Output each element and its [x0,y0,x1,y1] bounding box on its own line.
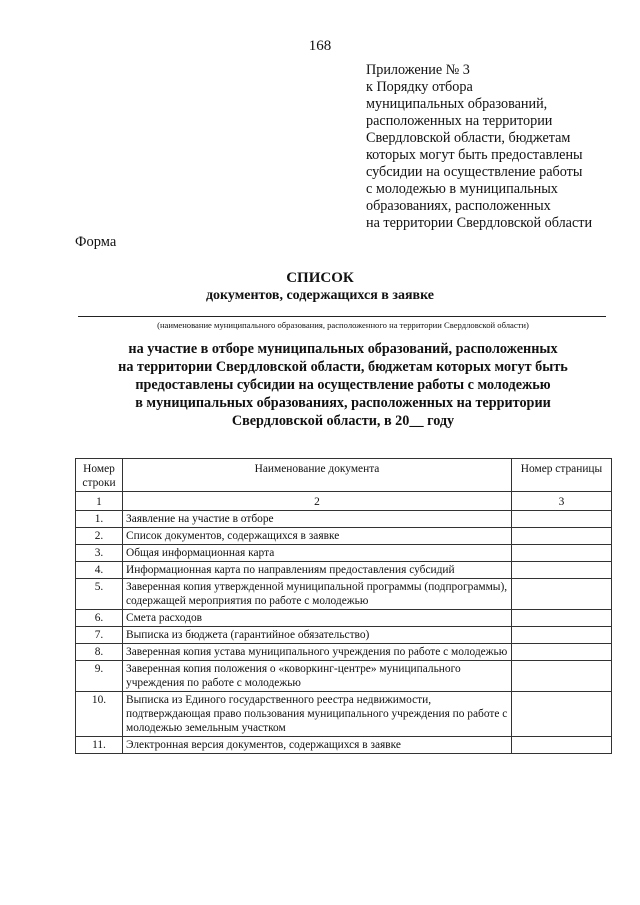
page-number-cell [512,661,612,692]
column-number: 1 [76,492,123,511]
appendix-line: субсидии на осуществление работы [366,164,583,180]
appendix-line: расположенных на территории [366,113,553,129]
page-number-cell [512,562,612,579]
document-name-cell: Смета расходов [123,610,512,627]
document-name-cell: Заверенная копия положения о «коворкинг-центре» муниципального учреждения по работе с молодежью [123,661,512,692]
document-name-cell: Электронная версия документов, содержащихся в заявке [123,737,512,754]
heading-line: Свердловской области, в 20__ году [231,413,455,429]
page-number-cell [512,528,612,545]
table-row [76,545,612,562]
heading-line: в муниципальных образованиях, расположенных на территории [135,395,551,411]
header-page-number: Номер страницы [512,459,612,492]
page-number-cell [512,627,612,644]
appendix-line: на территории Свердловской области [366,215,593,231]
page-number-cell [512,692,612,737]
page-number-cell [512,545,612,562]
document-title: СПИСОК [286,270,354,286]
appendix-line: Приложение № 3 [366,62,470,78]
document-name-cell: Информационная карта по направлениям предоставления субсидий [123,562,512,579]
form-label: Форма [75,234,117,250]
document-name-cell: Выписка из Единого государственного реестра недвижимости, подтверждающая право пользования муниципального учреждения по работе с молодежью земельным участком [123,692,512,737]
heading-line: на территории Свердловской области, бюджетам которых могут быть [118,359,568,375]
table-row [76,627,612,644]
page-number-cell [512,579,612,610]
heading-line: предоставлены субсидии на осуществление работы с молодежью [135,377,551,393]
table-row [76,528,612,545]
row-number-cell: 1. [76,511,123,528]
appendix-line: Свердловской области, бюджетам [366,130,571,146]
fill-in-line-caption: (наименование муниципального образования, расположенного на территории Свердловской области) [157,320,529,330]
documents-table [75,458,612,754]
table-row [76,579,612,610]
document-name-cell: Заверенная копия устава муниципального учреждения по работе с молодежью [123,644,512,661]
appendix-line: образованиях, расположенных [366,198,551,214]
appendix-line: которых могут быть предоставлены [366,147,583,163]
page-number: 168 [308,38,332,54]
row-number-cell: 4. [76,562,123,579]
header-document-name: Наименование документа [123,459,512,492]
table-row [76,610,612,627]
row-number-cell: 5. [76,579,123,610]
row-number-cell: 6. [76,610,123,627]
heading-line: на участие в отборе муниципальных образований, расположенных [128,341,558,357]
table-row [76,562,612,579]
table-row [76,692,612,737]
row-number-cell: 10. [76,692,123,737]
row-number-cell: 3. [76,545,123,562]
document-name-cell: Заявление на участие в отборе [123,511,512,528]
page-number-cell [512,511,612,528]
document-subtitle: документов, содержащихся в заявке [205,288,435,303]
appendix-line: к Порядку отбора [366,79,473,95]
table-row [76,511,612,528]
document-heading [0,340,640,430]
row-number-cell: 11. [76,737,123,754]
document-name-cell: Выписка из бюджета (гарантийное обязательство) [123,627,512,644]
table-body [76,511,612,754]
column-number: 3 [512,492,612,511]
document-name-cell: Заверенная копия утвержденной муниципальной программы (подпрограммы), содержащей мероприятия по работе с молодежью [123,579,512,610]
row-number-cell: 8. [76,644,123,661]
column-number: 2 [123,492,512,511]
row-number-cell: 7. [76,627,123,644]
page-number-cell [512,737,612,754]
row-number-cell: 9. [76,661,123,692]
page-number-cell [512,610,612,627]
page-number-cell [512,644,612,661]
row-number-cell: 2. [76,528,123,545]
header-row-number: Номер строки [76,459,123,492]
document-name-cell: Общая информационная карта [123,545,512,562]
appendix-block [366,62,636,232]
table-row [76,737,612,754]
appendix-line: муниципальных образований, [366,96,548,112]
fill-in-line [78,316,606,317]
document-name-cell: Список документов, содержащихся в заявке [123,528,512,545]
appendix-line: с молодежью в муниципальных [366,181,558,197]
table-row [76,661,612,692]
table-row [76,644,612,661]
